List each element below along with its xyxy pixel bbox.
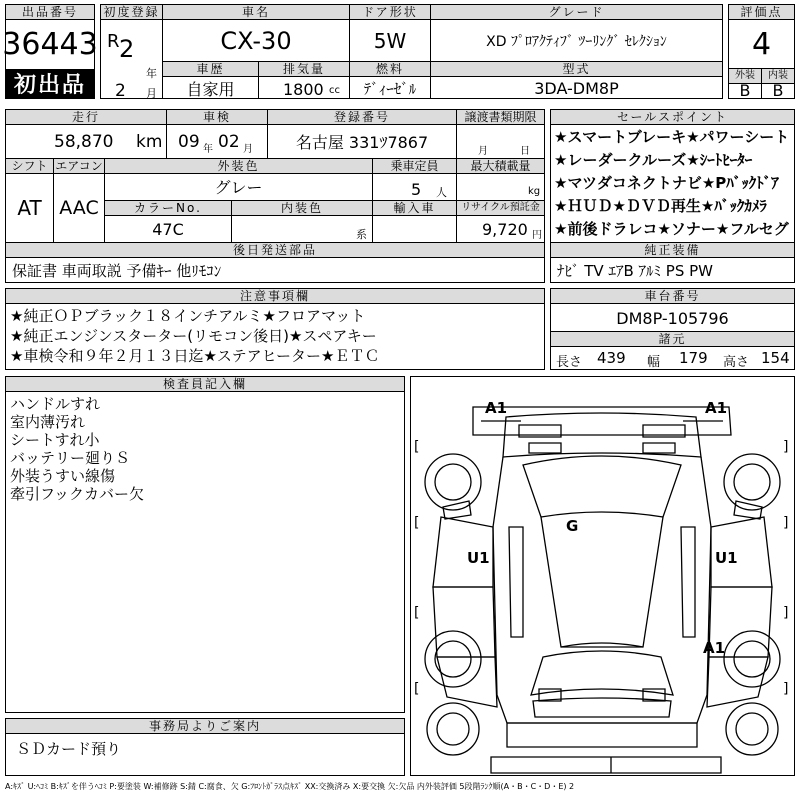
lot-number: 36443 [2, 26, 98, 62]
capacity-unit: 人 [436, 186, 447, 199]
inspector-line-6: 牽引フックカバー欠 [10, 485, 144, 503]
inspection-month: 02 [218, 132, 240, 152]
mileage: 58,870 [54, 132, 114, 152]
car-name: CX-30 [220, 26, 292, 55]
damage-mark-front-left: A1 [485, 399, 508, 417]
chassis-number: DM8P-105796 [616, 308, 729, 328]
month-unit: 月 [146, 87, 157, 100]
aircon-label: エアコン [55, 159, 103, 173]
office-text: ＳＤカード預り [16, 740, 122, 758]
displacement: 1800 [283, 80, 324, 99]
bracket-left-3: [ [414, 605, 420, 621]
first-reg-label: 初度登録 [101, 5, 162, 20]
score: 4 [751, 26, 772, 62]
fuel-label: 燃料 [350, 62, 430, 77]
inspection-year-unit: 年 [203, 144, 213, 155]
color-no-label: カラーNo. [105, 201, 231, 216]
note-line-1: ★純正ＯＰブラック１８インチアルミ★フロアマット [10, 307, 366, 325]
sales-point-4: ★ＨＵＤ★ＤＶＤ再生★ﾊﾞｯｸｶﾒﾗ [554, 197, 767, 215]
sales-points-label: セールスポイント [551, 110, 794, 125]
first-listing-badge: 初出品 [6, 69, 94, 98]
era: R [107, 31, 120, 52]
bracket-right-3: ] [783, 605, 789, 621]
bracket-right-2: ] [783, 515, 789, 531]
bracket-right-1: ] [783, 439, 789, 455]
bracket-right-4: ] [783, 681, 789, 697]
reg-label: 登録番号 [268, 110, 456, 125]
length: 439 [597, 349, 626, 367]
inspector-line-1: ハンドルすれ [10, 395, 101, 413]
km-unit: km [136, 132, 163, 152]
office-box [5, 718, 405, 776]
inspector-line-3: シートすれ小 [10, 431, 100, 449]
era-year: 2 [119, 35, 135, 63]
transfer-day-unit: 日 [520, 146, 530, 157]
length-label: 長さ [556, 355, 583, 370]
sales-points-box [550, 109, 795, 283]
width-label: 幅 [647, 355, 661, 370]
equipment-items: ﾅﾋﾞ TV ｴｱB ｱﾙﾐ PS PW [557, 262, 713, 280]
year-unit: 年 [146, 67, 157, 80]
door-type: 5W [373, 28, 407, 53]
model-label: 型式 [431, 62, 722, 77]
dims-label: 諸元 [551, 332, 794, 347]
equipment-label: 純正装備 [551, 243, 794, 258]
car-outline [411, 377, 794, 775]
office-label: 事務局よりご案内 [6, 719, 404, 734]
exterior-label: 外装 [729, 69, 761, 84]
sales-point-5: ★前後ドラレコ★ソナー★フルセグ [554, 220, 789, 238]
sales-point-1: ★スマートブレーキ★パワーシート [554, 128, 790, 146]
interior-label: 内装 [762, 69, 794, 84]
score-box [728, 4, 795, 99]
details-table [5, 109, 545, 283]
history: 自家用 [186, 79, 235, 99]
height: 154 [761, 349, 790, 367]
vehicle-info-table [100, 4, 723, 99]
damage-mark-left-side: U1 [467, 549, 490, 567]
recycle-label: リサイクル預託金 [457, 201, 544, 216]
note-line-2: ★純正エンジンスターター(リモコン後日)★スペアキー [10, 327, 377, 345]
cc-unit: cc [329, 85, 340, 96]
damage-mark-rear-right: A1 [703, 639, 726, 657]
later-parts: 保証書 車両取説 予備ｷｰ 他ﾘﾓｺﾝ [12, 262, 222, 280]
yen-unit: 円 [532, 230, 542, 241]
sales-point-3: ★マツダコネクトナビ★Pﾊﾞｯｸﾄﾞｱ [554, 174, 779, 192]
history-label: 車歴 [163, 62, 258, 77]
bracket-left-4: [ [414, 681, 420, 697]
ext-color: グレー [214, 177, 263, 197]
capacity-label: 乗車定員 [373, 159, 456, 174]
reg-number: 名古屋 331ﾂ7867 [295, 132, 429, 152]
score-label: 評価点 [729, 5, 794, 20]
transfer-label: 譲渡書類期限 [457, 110, 544, 125]
exterior-grade: B [739, 81, 751, 100]
displacement-label: 排気量 [259, 62, 349, 77]
first-reg-month: 2 [115, 81, 126, 101]
later-parts-label: 後日発送部品 [6, 243, 544, 258]
import-label: 輸入車 [373, 201, 456, 216]
chassis-box [550, 288, 795, 370]
bracket-left-1: [ [414, 439, 420, 455]
inspector-line-2: 室内薄汚れ [10, 413, 86, 431]
notes-label: 注意事項欄 [6, 289, 544, 304]
ext-color-label: 外装色 [105, 159, 372, 174]
inspector-line-5: 外装うすい線傷 [10, 467, 116, 485]
damage-mark-right-side: U1 [715, 549, 738, 567]
car-diagram [410, 376, 795, 776]
inspection-year: 09 [178, 132, 200, 152]
width: 179 [679, 349, 708, 367]
transfer-month-unit: 月 [478, 146, 488, 157]
inspector-line-4: バッテリー廻りＳ [10, 449, 131, 467]
sales-point-2: ★レーダークルーズ★ｼｰﾄﾋｰﾀｰ [554, 151, 753, 169]
inspection-label: 車検 [167, 110, 267, 125]
inspection-month-unit: 月 [243, 144, 253, 155]
max-load-label: 最大積載量 [457, 159, 544, 174]
int-color-unit: 系 [356, 228, 367, 241]
car-name-label: 車名 [163, 5, 349, 20]
shift-label: シフト [6, 159, 53, 174]
damage-mark-front-right: A1 [705, 399, 728, 417]
footer-legend: A:ｷｽﾞ U:ﾍｺﾐ B:ｷｽﾞを伴うﾍｺﾐ P:要塗装 W:補修跡 S:錆 C:腐食、欠 G:ﾌﾛﾝﾄｶﾞﾗｽ点ｷｽﾞ XX:交換済み X:要交換 欠:欠品 内外装評価 5段階ﾗﾝｸ順(A・B・C・D・E) 2 [5, 782, 575, 791]
capacity: 5 [411, 180, 422, 199]
model: 3DA-DM8P [534, 78, 619, 98]
grade: XD ﾌﾟﾛｱｸﾃｨﾌﾞ ﾂｰﾘﾝｸﾞ ｾﾚｸｼｮﾝ [486, 33, 667, 50]
notes-box [5, 288, 545, 370]
note-line-3: ★車検令和９年２月１３日迄★ステアヒーター★ＥＴＣ [10, 347, 380, 365]
chassis-label: 車台番号 [551, 289, 794, 304]
recycle-amount: 9,720 [482, 220, 528, 239]
lot-number-label: 出品番号 [6, 5, 94, 20]
door-label: ドア形状 [350, 5, 430, 20]
fuel: ﾃﾞｨｰｾﾞﾙ [363, 79, 417, 98]
inspector-box [5, 376, 405, 713]
shift: AT [17, 196, 42, 220]
grade-label: グレード [431, 5, 722, 20]
damage-mark-glass: G [566, 517, 579, 535]
aircon: AAC [59, 197, 99, 219]
kg-unit: kg [528, 186, 541, 197]
height-label: 高さ [723, 355, 750, 370]
mileage-label: 走行 [6, 110, 166, 125]
int-color-label: 内装色 [232, 201, 372, 216]
bracket-left-2: [ [414, 515, 420, 531]
interior-grade: B [772, 81, 784, 100]
lot-number-box [2, 4, 98, 99]
color-no: 47C [152, 219, 184, 239]
inspector-label: 検査員記入欄 [6, 377, 404, 392]
